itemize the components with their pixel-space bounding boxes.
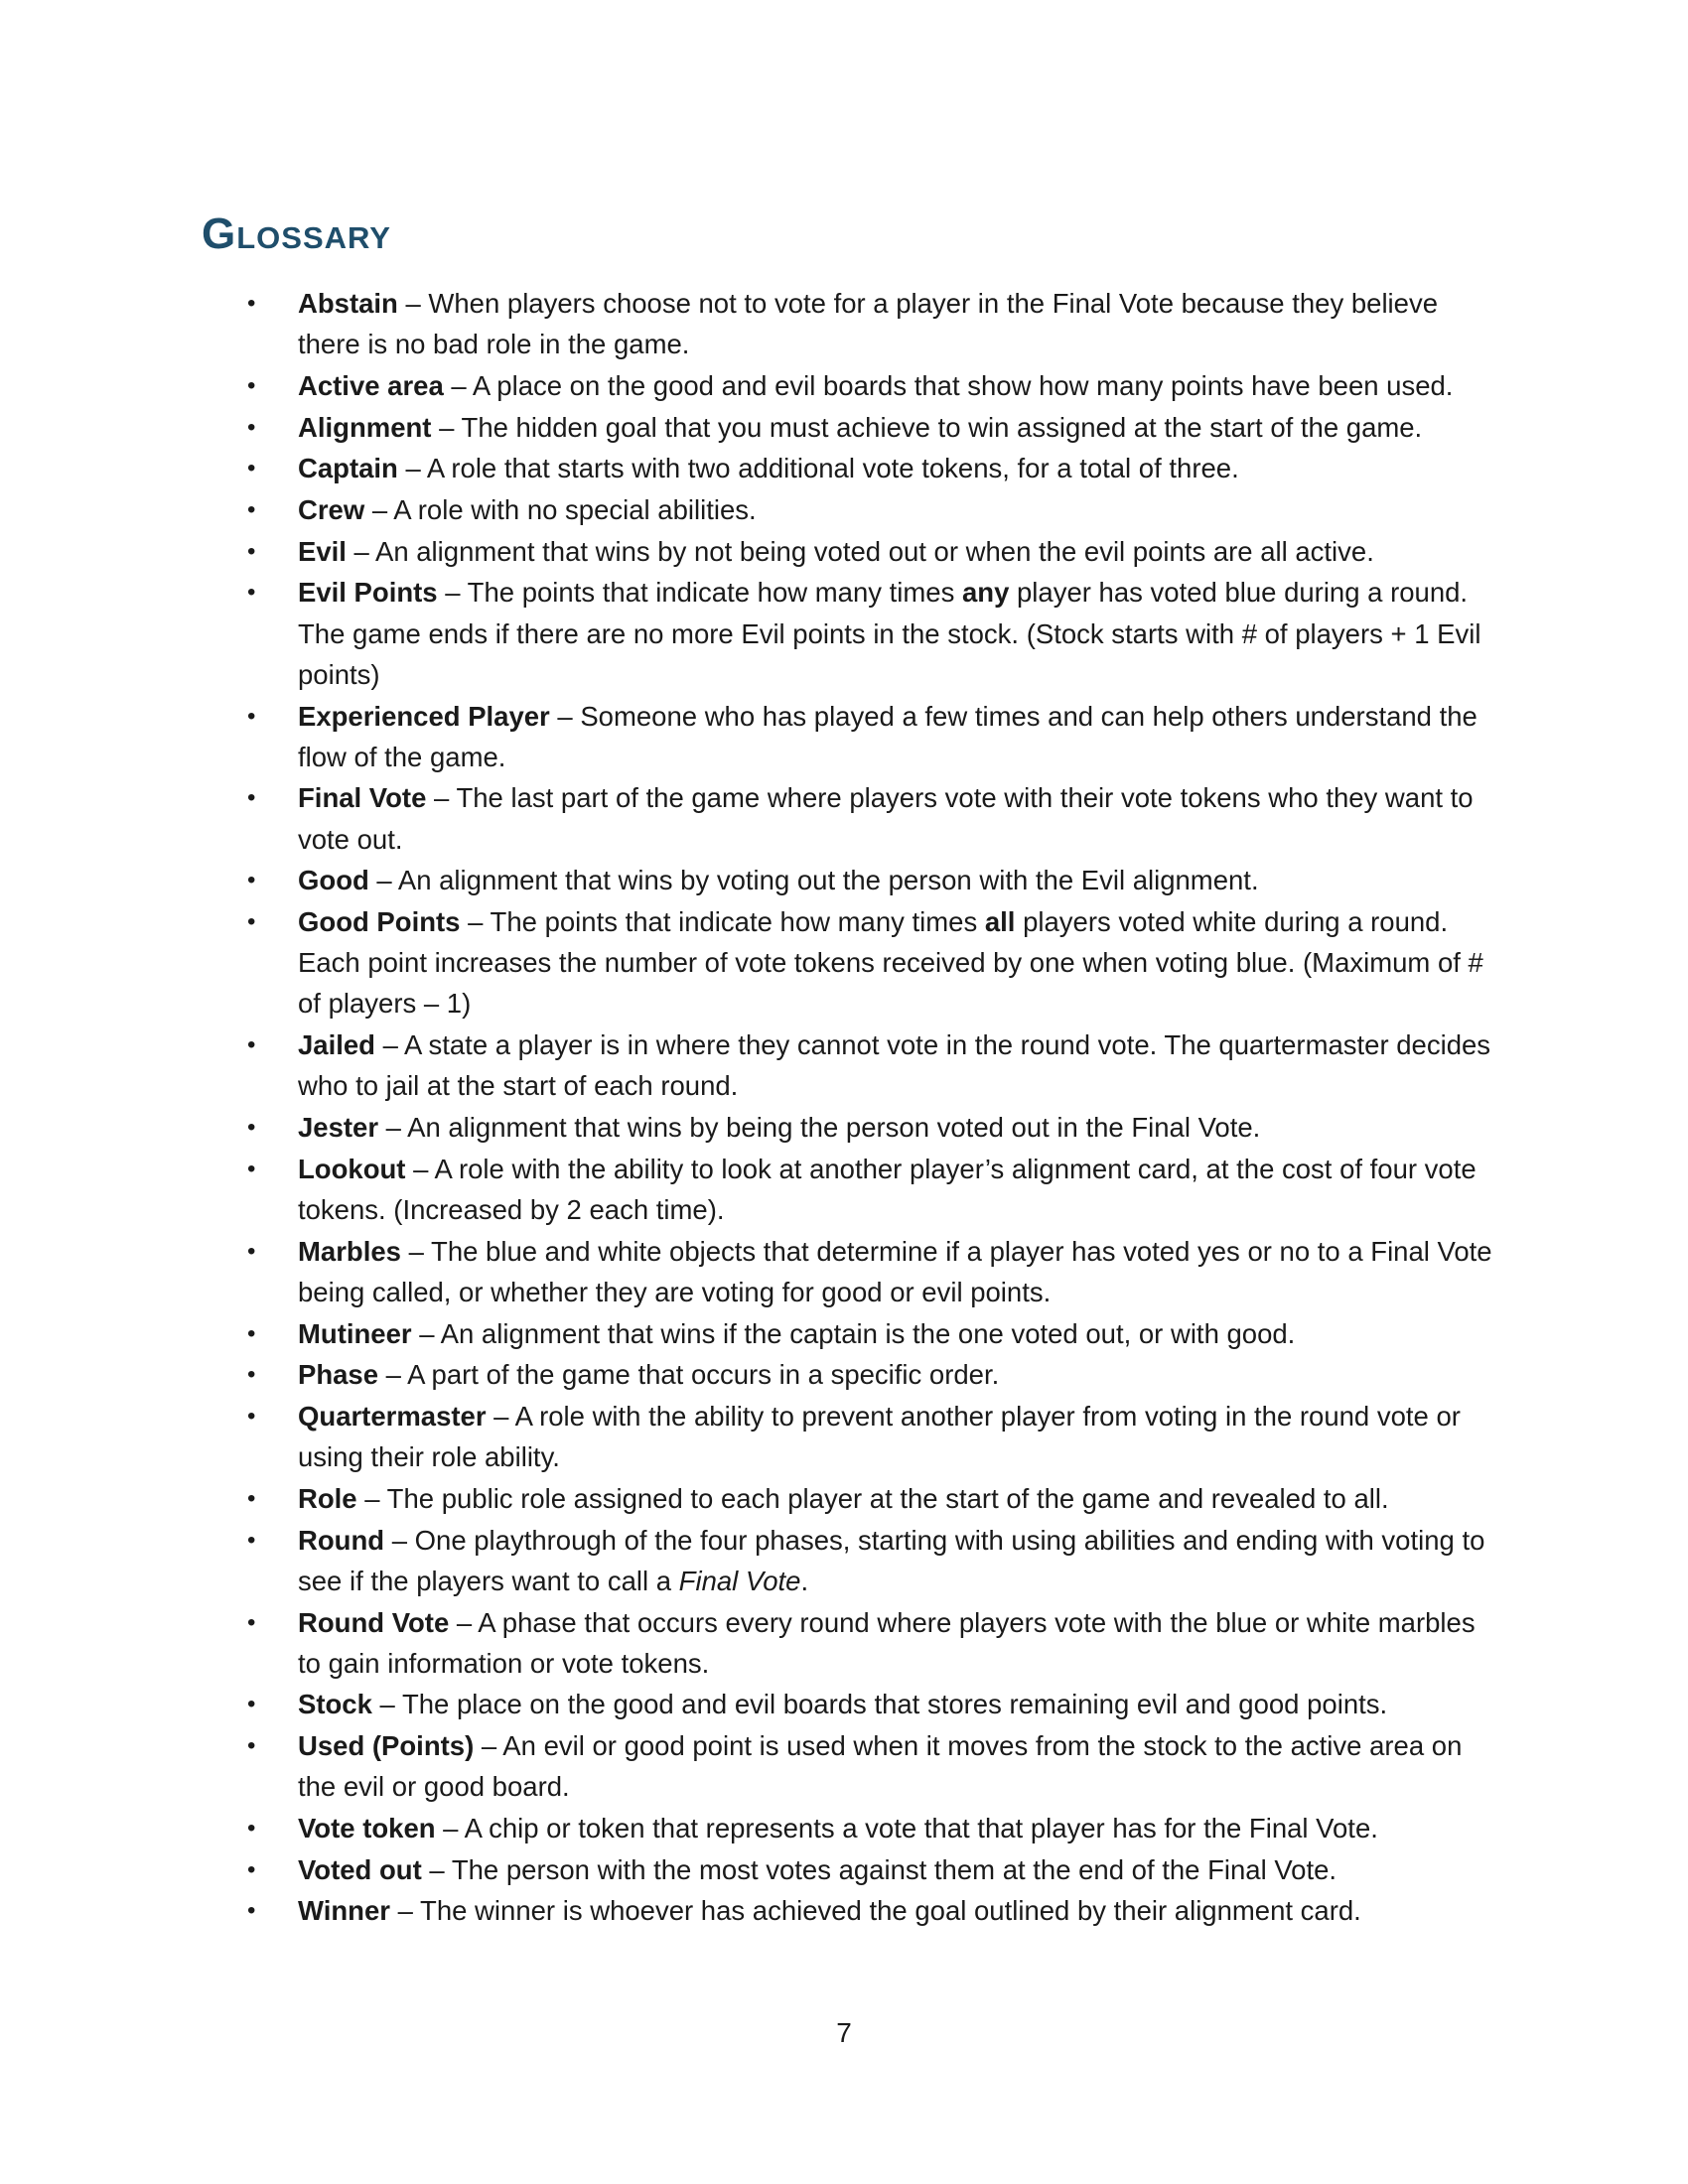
glossary-term: Captain [298, 453, 398, 484]
glossary-term: Lookout [298, 1153, 406, 1184]
bullet-icon: • [247, 1855, 256, 1883]
glossary-entry [243, 1313, 1494, 1354]
glossary-term: Stock [298, 1689, 372, 1720]
glossary-definition: – A role with the ability to prevent another player from voting in the round vote or using their role ability. [298, 1400, 1461, 1473]
bullet-icon: • [247, 1155, 256, 1182]
bullet-icon: • [247, 1361, 256, 1389]
glossary-term: Evil [298, 535, 347, 567]
glossary-entry [243, 1684, 1494, 1724]
glossary-entry [243, 1149, 1494, 1230]
glossary-entry [243, 1024, 1494, 1106]
glossary-term: Good [298, 865, 369, 896]
glossary-definition: – An alignment that wins by voting out the person with the Evil alignment. [368, 865, 1259, 896]
glossary-definition: – A state a player is in where they cannot vote in the round vote. The quartermaster decides who to jail at the start of each round. [298, 1029, 1491, 1102]
glossary-entry [243, 365, 1494, 406]
glossary-definition: – The last part of the game where players vote with their vote tokens who they want to vote out. [298, 782, 1474, 855]
bullet-icon: • [247, 1237, 256, 1265]
glossary-definition: – The hidden goal that you must achieve to win assigned at the start of the game. [431, 411, 1423, 443]
glossary-definition: – Someone who has played a few times and can help others understand the flow of the game. [298, 700, 1477, 772]
glossary-definition: – An alignment that wins if the captain is the one voted out, or with good. [411, 1317, 1296, 1349]
glossary-term: Alignment [298, 411, 432, 443]
glossary-term: Mutineer [298, 1317, 412, 1349]
glossary-definition: – One playthrough of the four phases, starting with using abilities and ending with voting to see if the players want to call a [298, 1524, 1485, 1596]
emphasis-bold: any [961, 577, 1010, 609]
glossary-definition: – An evil or good point is used when it moves from the stock to the active area on the evil or good board. [298, 1730, 1463, 1803]
glossary-definition: . [800, 1565, 809, 1596]
glossary-term: Round [298, 1524, 385, 1556]
bullet-icon: • [247, 1608, 256, 1636]
bullet-icon: • [247, 1815, 256, 1843]
bullet-icon: • [247, 371, 256, 399]
glossary-term: Used (Points) [298, 1730, 475, 1762]
glossary-entry [243, 572, 1494, 695]
glossary-definition: – A role with the ability to look at another player’s alignment card, at the cost of four vote tokens. (Increased by 2 each time). [298, 1153, 1477, 1225]
glossary-heading: Glossary [202, 209, 391, 258]
emphasis-bold: all [984, 906, 1016, 938]
bullet-icon: • [247, 1031, 256, 1059]
glossary-entry [243, 1890, 1494, 1931]
glossary-entry [243, 1478, 1494, 1519]
glossary-entry [243, 1107, 1494, 1148]
glossary-term: Active area [298, 369, 444, 401]
glossary-definition: – The points that indicate how many times [437, 577, 962, 609]
emphasis-italic: Final Vote [678, 1565, 801, 1596]
bullet-icon: • [247, 784, 256, 812]
bullet-icon: • [247, 908, 256, 936]
glossary-entry [243, 777, 1494, 859]
glossary-term: Evil Points [298, 577, 438, 609]
glossary-definition: – An alignment that wins by being the person voted out in the Final Vote. [378, 1112, 1261, 1144]
glossary-entry [243, 489, 1494, 530]
bullet-icon: • [247, 1732, 256, 1760]
glossary-definition: – A phase that occurs every round where players vote with the blue or white marbles to gain information or vote tokens. [298, 1606, 1476, 1679]
glossary-term: Role [298, 1482, 357, 1514]
glossary-entry [243, 860, 1494, 900]
glossary-term: Experienced Player [298, 700, 550, 732]
glossary-definition: – A chip or token that represents a vote that that player has for the Final Vote. [435, 1813, 1378, 1844]
glossary-definition: player has voted blue during a round. The game ends if there are no more Evil points in the stock. (Stock starts with # of players + 1 Evil points) [298, 577, 1481, 690]
bullet-icon: • [247, 702, 256, 730]
glossary-term: Final Vote [298, 782, 427, 814]
glossary-entry [243, 531, 1494, 572]
bullet-icon: • [247, 413, 256, 441]
glossary-definition: – The place on the good and evil boards that stores remaining evil and good points. [371, 1689, 1388, 1720]
glossary-entry [243, 448, 1494, 488]
bullet-icon: • [247, 1897, 256, 1925]
glossary-term: Round Vote [298, 1606, 450, 1638]
glossary-term: Marbles [298, 1235, 401, 1267]
glossary-entry [243, 696, 1494, 777]
bullet-icon: • [247, 496, 256, 524]
glossary-definition: – The blue and white objects that determine if a player has voted yes or no to a Final Vote being called, or whether they are voting for good or evil points. [298, 1235, 1492, 1307]
glossary-definition: – A role with no special abilities. [364, 494, 757, 526]
glossary-entry [243, 901, 1494, 1024]
glossary-entry [243, 1354, 1494, 1395]
glossary-definition: – An alignment that wins by not being voted out or when the evil points are all active. [346, 535, 1374, 567]
glossary-term: Crew [298, 494, 365, 526]
glossary-term: Jailed [298, 1029, 375, 1061]
glossary-definition: – The person with the most votes against them at the end of the Final Vote. [421, 1853, 1337, 1885]
glossary-term: Good Points [298, 906, 461, 938]
glossary-entry [243, 1396, 1494, 1477]
bullet-icon: • [247, 1484, 256, 1512]
glossary-term: Phase [298, 1359, 379, 1391]
bullet-icon: • [247, 1402, 256, 1430]
page-number: 7 [836, 2017, 852, 2048]
glossary-definition: – A part of the game that occurs in a specific order. [378, 1359, 1000, 1391]
bullet-icon: • [247, 537, 256, 565]
glossary-entry [243, 1849, 1494, 1890]
glossary-term: Quartermaster [298, 1400, 487, 1432]
glossary-term: Jester [298, 1112, 379, 1144]
glossary-entry [243, 1602, 1494, 1684]
bullet-icon: • [247, 1114, 256, 1142]
bullet-icon: • [247, 1526, 256, 1554]
glossary-entry [243, 1520, 1494, 1601]
bullet-icon: • [247, 290, 256, 317]
glossary-definition: – The points that indicate how many times [460, 906, 985, 938]
glossary-entry [243, 1231, 1494, 1312]
glossary-entry [243, 283, 1494, 364]
glossary-definition: – The winner is whoever has achieved the goal outlined by their alignment card. [389, 1895, 1361, 1927]
glossary-term: Winner [298, 1895, 390, 1927]
glossary-definition: – When players choose not to vote for a player in the Final Vote because they believe there is no bad role in the game. [298, 288, 1439, 360]
glossary-entry [243, 1725, 1494, 1807]
glossary-list [243, 283, 1494, 1932]
glossary-entry [243, 407, 1494, 448]
glossary-definition: – A place on the good and evil boards that show how many points have been used. [443, 369, 1454, 401]
bullet-icon: • [247, 455, 256, 482]
glossary-term: Voted out [298, 1853, 422, 1885]
glossary-term: Abstain [298, 288, 398, 319]
glossary-entry [243, 1808, 1494, 1848]
glossary-definition: – A role that starts with two additional vote tokens, for a total of three. [397, 453, 1239, 484]
glossary-definition: players voted white during a round. Each point increases the number of vote tokens received by one when voting blue. (Maximum of # of players – 1) [298, 906, 1483, 1020]
bullet-icon: • [247, 1691, 256, 1718]
glossary-definition: – The public role assigned to each player at the start of the game and revealed to all. [356, 1482, 1389, 1514]
bullet-icon: • [247, 867, 256, 894]
bullet-icon: • [247, 579, 256, 607]
glossary-term: Vote token [298, 1813, 436, 1844]
bullet-icon: • [247, 1319, 256, 1347]
